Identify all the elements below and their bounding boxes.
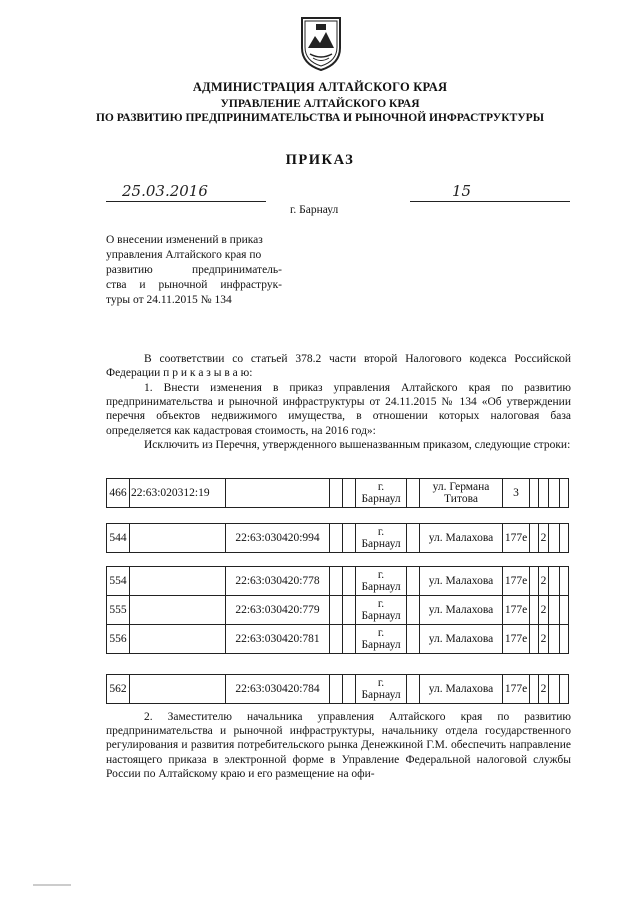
house-cell: 177е xyxy=(503,596,530,625)
org-name: АДМИНИСТРАЦИЯ АЛТАЙСКОГО КРАЯ xyxy=(192,80,448,94)
cadastral-number-2: 22:63:030420:994 xyxy=(226,524,330,553)
street-cell: ул. Малахова xyxy=(420,524,503,553)
empty-cell xyxy=(330,625,343,654)
city: г. Барнаул xyxy=(290,204,339,216)
value-cell: 2 xyxy=(539,596,549,625)
city-cell: г. Барнаул xyxy=(356,675,407,704)
city-cell: г. Барнаул xyxy=(356,625,407,654)
empty-cell xyxy=(330,596,343,625)
excluded-rows-table xyxy=(106,478,569,508)
value-cell xyxy=(539,479,549,508)
city-cell: г. Барнаул xyxy=(356,596,407,625)
house-cell: 177е xyxy=(503,524,530,553)
city-cell: г. Барнаул xyxy=(356,524,407,553)
empty-cell xyxy=(343,675,356,704)
empty-cell xyxy=(343,625,356,654)
row-number: 466 xyxy=(107,479,130,508)
empty-cell xyxy=(407,625,420,654)
street-cell: ул. Малахова xyxy=(420,596,503,625)
table-row xyxy=(107,625,569,654)
empty-cell xyxy=(330,524,343,553)
row-number: 554 xyxy=(107,567,130,596)
empty-cell xyxy=(343,479,356,508)
empty-cell xyxy=(549,625,560,654)
empty-cell xyxy=(560,524,569,553)
house-cell: 3 xyxy=(503,479,530,508)
excluded-rows-table xyxy=(106,523,569,553)
table-row xyxy=(107,479,569,508)
paragraph-exclude: Исключить из Перечня, утвержденного вышеназванным приказом, следующие строки: xyxy=(144,439,571,451)
table-row xyxy=(107,675,569,704)
cadastral-number xyxy=(130,524,226,553)
subject-line: развитию предприниматель- xyxy=(106,264,282,276)
street-cell: ул. Германа Титова xyxy=(420,479,503,508)
house-cell: 177е xyxy=(503,675,530,704)
house-cell: 177е xyxy=(503,567,530,596)
excluded-rows-table xyxy=(106,566,569,654)
empty-cell xyxy=(530,567,539,596)
number-underline xyxy=(410,201,570,202)
excluded-rows-table xyxy=(106,674,569,704)
empty-cell xyxy=(530,596,539,625)
coat-of-arms-emblem xyxy=(298,14,344,72)
row-number: 562 xyxy=(107,675,130,704)
empty-cell xyxy=(549,596,560,625)
empty-cell xyxy=(560,675,569,704)
house-cell: 177е xyxy=(503,625,530,654)
empty-cell xyxy=(560,479,569,508)
table-row xyxy=(107,596,569,625)
paragraph-basis: В соответствии со статьей 378.2 части второй Налогового кодекса Российской Федерации п р и к а з ы в а ю: xyxy=(106,353,571,380)
empty-cell xyxy=(330,567,343,596)
value-cell: 2 xyxy=(539,524,549,553)
department-name-line1: УПРАВЛЕНИЕ АЛТАЙСКОГО КРАЯ xyxy=(220,98,420,110)
subject-line: управления Алтайского края по xyxy=(106,249,262,261)
empty-cell xyxy=(407,524,420,553)
city-cell: г. Барнаул xyxy=(356,567,407,596)
cadastral-number-2 xyxy=(226,479,330,508)
department-name-line2: ПО РАЗВИТИЮ ПРЕДПРИНИМАТЕЛЬСТВА И РЫНОЧНОЙ ИНФРАСТРУКТУРЫ xyxy=(95,112,544,124)
subject-line: ства и рыночной инфраструк- xyxy=(106,279,282,291)
value-cell: 2 xyxy=(539,625,549,654)
empty-cell xyxy=(407,596,420,625)
row-number: 556 xyxy=(107,625,130,654)
document-type: ПРИКАЗ xyxy=(285,152,355,168)
street-cell: ул. Малахова xyxy=(420,567,503,596)
scan-mark xyxy=(33,880,73,891)
cadastral-number xyxy=(130,625,226,654)
cadastral-number-2: 22:63:030420:781 xyxy=(226,625,330,654)
empty-cell xyxy=(530,675,539,704)
cadastral-number xyxy=(130,596,226,625)
paragraph-item-2: 2. Заместителю начальника управления Алтайского края по развитию предпринимательства и рыночной инфраструктуры, начальнику отдела государственного регулирования и развития потребительского рынка Денежкиной Г.М. обеспечить направление настоящего приказа в электронной форме в Управление Федеральной налоговой службы России по Алтайскому краю и его размещение на офи- xyxy=(106,711,571,780)
empty-cell xyxy=(330,479,343,508)
cadastral-number-2: 22:63:030420:784 xyxy=(226,675,330,704)
empty-cell xyxy=(343,567,356,596)
scan-mark-line xyxy=(33,882,73,888)
value-cell: 2 xyxy=(539,675,549,704)
subject-line: О внесении изменений в приказ xyxy=(106,234,263,246)
cadastral-number xyxy=(130,567,226,596)
table-row xyxy=(107,524,569,553)
empty-cell xyxy=(343,524,356,553)
cadastral-number: 22:63:020312:19 xyxy=(130,479,226,508)
cadastral-number-2: 22:63:030420:778 xyxy=(226,567,330,596)
subject-block xyxy=(106,233,282,308)
paragraph-item-1: 1. Внести изменения в приказ управления Алтайского края по развитию предпринимательства и рыночной инфраструктуры от 24.11.2015 № 134 «Об утверждении перечня объектов недвижимого имущества, в отношении которых налоговая база определяется как кадастровая стоимость, на 2016 год»: xyxy=(106,382,571,437)
cadastral-number-2: 22:63:030420:779 xyxy=(226,596,330,625)
table-row xyxy=(107,567,569,596)
cadastral-number xyxy=(130,675,226,704)
subject-line: туры от 24.11.2015 № 134 xyxy=(106,294,232,306)
empty-cell xyxy=(549,479,560,508)
empty-cell xyxy=(530,625,539,654)
row-number: 555 xyxy=(107,596,130,625)
empty-cell xyxy=(560,567,569,596)
street-cell: ул. Малахова xyxy=(420,675,503,704)
empty-cell xyxy=(549,675,560,704)
empty-cell xyxy=(530,524,539,553)
empty-cell xyxy=(407,567,420,596)
empty-cell xyxy=(530,479,539,508)
empty-cell xyxy=(407,675,420,704)
empty-cell xyxy=(560,596,569,625)
empty-cell xyxy=(549,567,560,596)
empty-cell xyxy=(549,524,560,553)
empty-cell xyxy=(407,479,420,508)
empty-cell xyxy=(560,625,569,654)
city-cell: г. Барнаул xyxy=(356,479,407,508)
value-cell: 2 xyxy=(539,567,549,596)
number-handwritten: 15 xyxy=(452,182,472,200)
empty-cell xyxy=(330,675,343,704)
date-handwritten: 25.03.2016 xyxy=(122,182,208,200)
street-cell: ул. Малахова xyxy=(420,625,503,654)
date-underline xyxy=(106,201,266,202)
empty-cell xyxy=(343,596,356,625)
row-number: 544 xyxy=(107,524,130,553)
